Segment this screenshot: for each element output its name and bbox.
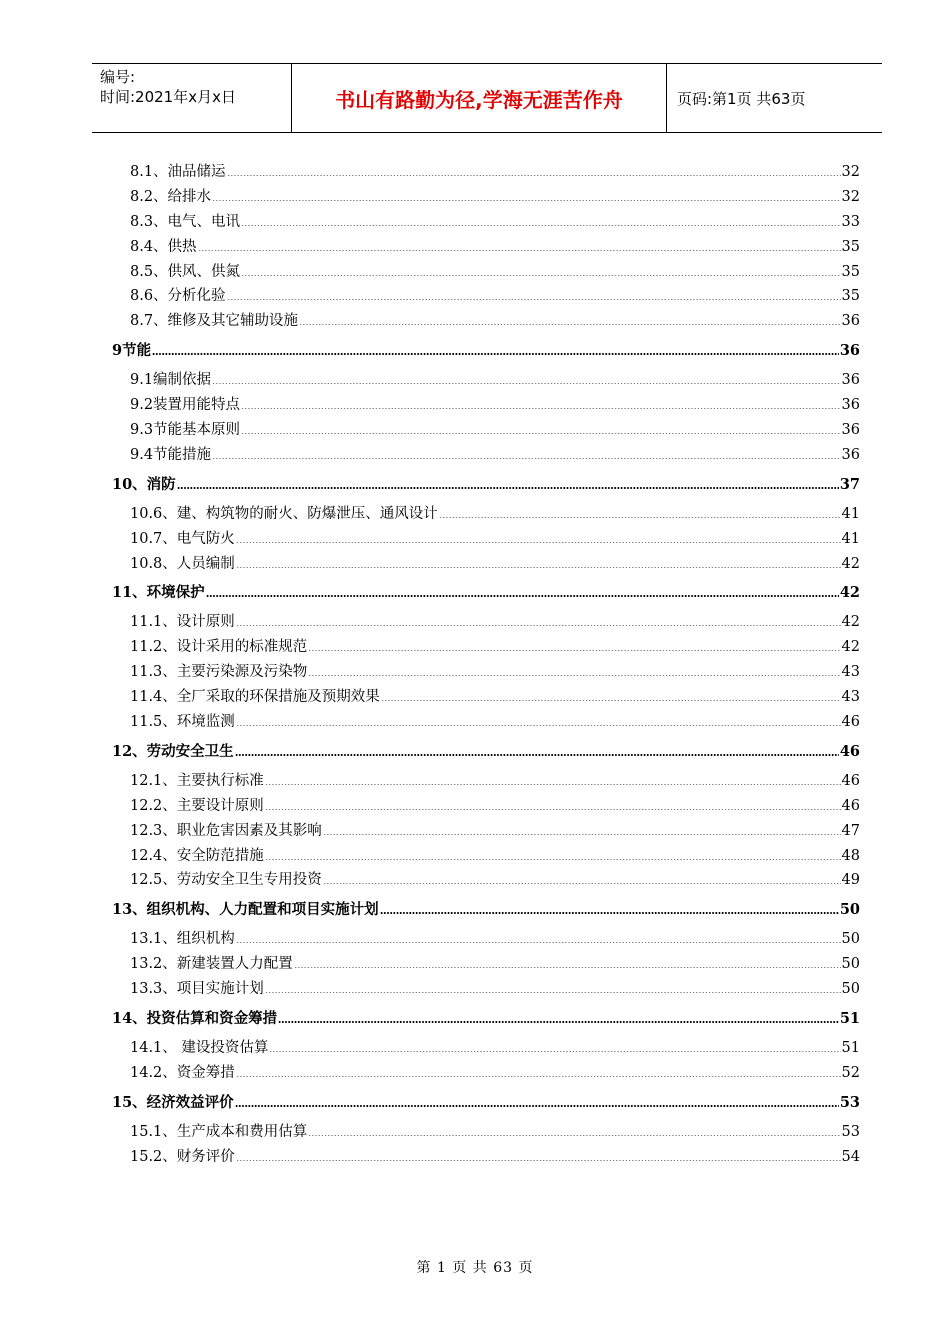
toc-entry-title: 14、投资估算和资金筹措 bbox=[112, 1010, 278, 1028]
toc-entry-page: 35 bbox=[841, 288, 860, 305]
toc-dot-leader bbox=[236, 714, 841, 726]
toc-entry-page: 48 bbox=[841, 847, 860, 864]
toc-entry-title: 12.4、安全防范措施 bbox=[130, 847, 264, 864]
page-header bbox=[92, 63, 882, 133]
toc-entry-page: 52 bbox=[841, 1064, 860, 1081]
header-meta bbox=[92, 64, 292, 132]
toc-dot-leader bbox=[236, 556, 841, 568]
toc-entry-title: 11、环境保护 bbox=[112, 584, 205, 602]
toc-section-entry[interactable] bbox=[112, 610, 860, 635]
toc-entry-title: 9.1编制依据 bbox=[130, 372, 212, 389]
toc-entry-page: 47 bbox=[841, 822, 860, 839]
toc-entry-page: 36 bbox=[839, 342, 860, 360]
toc-dot-leader bbox=[235, 1095, 839, 1107]
toc-section-entry[interactable] bbox=[112, 844, 860, 869]
toc-entry-page: 43 bbox=[841, 664, 860, 681]
toc-entry-title: 13、组织机构、人力配置和项目实施计划 bbox=[112, 901, 379, 919]
toc-dot-leader bbox=[380, 902, 839, 914]
toc-chapter-entry[interactable] bbox=[112, 473, 860, 497]
toc-entry-page: 42 bbox=[841, 555, 860, 572]
toc-dot-leader bbox=[152, 343, 839, 355]
toc-section-entry[interactable] bbox=[112, 952, 860, 977]
toc-dot-leader bbox=[198, 239, 841, 251]
toc-dot-leader bbox=[381, 689, 841, 701]
toc-entry-title: 10、消防 bbox=[112, 475, 176, 493]
toc-section-entry[interactable] bbox=[112, 769, 860, 794]
toc-dot-leader bbox=[265, 848, 841, 860]
toc-entry-page: 33 bbox=[841, 213, 860, 230]
toc-entry-title: 8.7、维修及其它辅助设施 bbox=[130, 313, 299, 330]
toc-dot-leader bbox=[265, 773, 841, 785]
toc-dot-leader bbox=[308, 664, 840, 676]
toc-entry-page: 46 bbox=[841, 714, 860, 731]
toc-dot-leader bbox=[212, 447, 840, 459]
toc-dot-leader bbox=[235, 744, 839, 756]
toc-section-entry[interactable] bbox=[112, 368, 860, 393]
toc-entry-title: 12、劳动安全卫生 bbox=[112, 742, 234, 760]
toc-entry-page: 42 bbox=[841, 614, 860, 631]
toc-entry-title: 9.3节能基本原则 bbox=[130, 422, 241, 439]
toc-dot-leader bbox=[227, 164, 841, 176]
header-motto: 书山有路勤为径,学海无涯苦作舟 bbox=[292, 64, 667, 132]
toc-section-entry[interactable] bbox=[112, 1145, 860, 1170]
toc-entry-page: 46 bbox=[841, 797, 860, 814]
toc-dot-leader bbox=[439, 506, 841, 518]
toc-entry-title: 9.4节能措施 bbox=[130, 446, 212, 463]
toc-section-entry[interactable] bbox=[112, 552, 860, 577]
toc-entry-title: 8.3、电气、电讯 bbox=[130, 213, 241, 230]
toc-chapter-entry[interactable] bbox=[112, 1007, 860, 1031]
header-page-label: 页码:第1页 共63页 bbox=[677, 89, 806, 108]
toc-section-entry[interactable] bbox=[112, 393, 860, 418]
toc-dot-leader bbox=[177, 477, 839, 489]
toc-dot-leader bbox=[265, 981, 841, 993]
toc-entry-page: 46 bbox=[841, 772, 860, 789]
toc-entry-page: 50 bbox=[841, 931, 860, 948]
toc-dot-leader bbox=[241, 264, 840, 276]
toc-dot-leader bbox=[206, 585, 839, 597]
toc-entry-page: 53 bbox=[841, 1123, 860, 1140]
toc-entry-title: 15、经济效益评价 bbox=[112, 1093, 234, 1111]
toc-entry-title: 11.2、设计采用的标准规范 bbox=[130, 639, 308, 656]
toc-section-entry[interactable] bbox=[112, 284, 860, 309]
toc-entry-title: 12.5、劳动安全卫生专用投资 bbox=[130, 872, 322, 889]
toc-entry-title: 11.4、全厂采取的环保措施及预期效果 bbox=[130, 689, 380, 706]
toc-entry-page: 50 bbox=[841, 981, 860, 998]
toc-section-entry[interactable] bbox=[112, 260, 860, 285]
toc-entry-title: 8.1、油品储运 bbox=[130, 164, 226, 180]
toc-entry-title: 9节能 bbox=[112, 342, 152, 360]
toc-entry-title: 9.2装置用能特点 bbox=[130, 397, 241, 414]
toc-entry-title: 12.3、职业危害因素及其影响 bbox=[130, 822, 322, 839]
toc-entry-page: 36 bbox=[841, 422, 860, 439]
toc-section-entry[interactable] bbox=[112, 1061, 860, 1086]
toc-dot-leader bbox=[236, 531, 841, 543]
toc-dot-leader bbox=[236, 931, 841, 943]
toc-entry-title: 14.2、资金筹措 bbox=[130, 1064, 235, 1081]
toc-entry-title: 12.1、主要执行标准 bbox=[130, 772, 264, 789]
table-of-contents bbox=[112, 160, 860, 1170]
toc-section-entry[interactable] bbox=[112, 309, 860, 334]
toc-dot-leader bbox=[236, 1149, 841, 1161]
toc-chapter-entry[interactable] bbox=[112, 339, 860, 363]
toc-section-entry[interactable] bbox=[112, 710, 860, 735]
toc-dot-leader bbox=[269, 1040, 840, 1052]
toc-section-entry[interactable] bbox=[112, 1036, 860, 1061]
toc-entry-page: 36 bbox=[841, 313, 860, 330]
toc-section-entry[interactable] bbox=[112, 868, 860, 893]
document-number-label: 编号: bbox=[100, 68, 136, 86]
toc-dot-leader bbox=[241, 397, 840, 409]
toc-entry-page: 51 bbox=[839, 1010, 860, 1028]
toc-entry-page: 32 bbox=[841, 164, 860, 180]
toc-section-entry[interactable] bbox=[112, 210, 860, 235]
toc-entry-title: 8.6、分析化验 bbox=[130, 288, 226, 305]
toc-entry-title: 11.1、设计原则 bbox=[130, 614, 235, 631]
toc-section-entry[interactable] bbox=[112, 685, 860, 710]
toc-entry-title: 11.3、主要污染源及污染物 bbox=[130, 664, 308, 681]
toc-dot-leader bbox=[265, 798, 841, 810]
toc-section-entry[interactable] bbox=[112, 977, 860, 1002]
toc-section-entry[interactable] bbox=[112, 160, 860, 185]
toc-entry-title: 13.3、项目实施计划 bbox=[130, 981, 264, 998]
toc-chapter-entry[interactable] bbox=[112, 740, 860, 764]
toc-section-entry[interactable] bbox=[112, 819, 860, 844]
toc-entry-title: 14.1、 建设投资估算 bbox=[130, 1040, 269, 1057]
toc-entry-page: 43 bbox=[841, 689, 860, 706]
toc-entry-page: 53 bbox=[839, 1093, 860, 1111]
toc-section-entry[interactable] bbox=[112, 185, 860, 210]
toc-section-entry[interactable] bbox=[112, 660, 860, 685]
toc-section-entry[interactable] bbox=[112, 235, 860, 260]
toc-section-entry[interactable] bbox=[112, 527, 860, 552]
toc-entry-title: 10.7、电气防火 bbox=[130, 530, 235, 547]
toc-entry-title: 12.2、主要设计原则 bbox=[130, 797, 264, 814]
toc-entry-title: 15.1、生产成本和费用估算 bbox=[130, 1123, 308, 1140]
toc-chapter-entry[interactable] bbox=[112, 581, 860, 605]
toc-dot-leader bbox=[241, 422, 840, 434]
toc-dot-leader bbox=[212, 189, 840, 201]
toc-dot-leader bbox=[323, 872, 841, 884]
toc-dot-leader bbox=[227, 288, 841, 300]
toc-entry-page: 50 bbox=[841, 956, 860, 973]
toc-entry-title: 13.2、新建装置人力配置 bbox=[130, 956, 293, 973]
toc-entry-title: 8.5、供风、供氮 bbox=[130, 263, 241, 280]
toc-entry-page: 54 bbox=[841, 1148, 860, 1165]
toc-dot-leader bbox=[308, 1124, 840, 1136]
toc-entry-title: 11.5、环境监测 bbox=[130, 714, 235, 731]
toc-section-entry[interactable] bbox=[112, 502, 860, 527]
toc-dot-leader bbox=[236, 1065, 841, 1077]
toc-dot-leader bbox=[323, 823, 841, 835]
toc-entry-page: 49 bbox=[841, 872, 860, 889]
toc-section-entry[interactable] bbox=[112, 1120, 860, 1145]
toc-section-entry[interactable] bbox=[112, 927, 860, 952]
toc-entry-page: 32 bbox=[841, 188, 860, 205]
toc-entry-title: 15.2、财务评价 bbox=[130, 1148, 235, 1165]
toc-entry-page: 36 bbox=[841, 446, 860, 463]
toc-dot-leader bbox=[241, 214, 840, 226]
toc-dot-leader bbox=[294, 956, 841, 968]
document-time-label: 时间:2021年x月x日 bbox=[100, 88, 236, 106]
toc-entry-page: 36 bbox=[841, 372, 860, 389]
toc-dot-leader bbox=[236, 614, 841, 626]
toc-section-entry[interactable] bbox=[112, 418, 860, 443]
toc-entry-title: 10.6、建、构筑物的耐火、防爆泄压、通风设计 bbox=[130, 505, 438, 522]
toc-entry-page: 46 bbox=[839, 742, 860, 760]
toc-entry-page: 50 bbox=[839, 901, 860, 919]
toc-entry-page: 36 bbox=[841, 397, 860, 414]
toc-dot-leader bbox=[278, 1011, 839, 1023]
page-footer: 第 1 页 共 63 页 bbox=[416, 1260, 534, 1276]
toc-dot-leader bbox=[299, 313, 840, 325]
toc-section-entry[interactable] bbox=[112, 635, 860, 660]
toc-entry-page: 37 bbox=[839, 475, 860, 493]
toc-entry-page: 35 bbox=[841, 238, 860, 255]
toc-entry-title: 8.2、给排水 bbox=[130, 188, 212, 205]
toc-entry-page: 35 bbox=[841, 263, 860, 280]
toc-entry-title: 8.4、供热 bbox=[130, 238, 197, 255]
toc-dot-leader bbox=[308, 639, 840, 651]
toc-entry-page: 51 bbox=[841, 1040, 860, 1057]
toc-chapter-entry[interactable] bbox=[112, 898, 860, 922]
toc-chapter-entry[interactable] bbox=[112, 1091, 860, 1115]
toc-entry-title: 10.8、人员编制 bbox=[130, 555, 235, 572]
toc-entry-page: 41 bbox=[841, 505, 860, 522]
toc-entry-title: 13.1、组织机构 bbox=[130, 931, 235, 948]
toc-section-entry[interactable] bbox=[112, 443, 860, 468]
toc-section-entry[interactable] bbox=[112, 794, 860, 819]
toc-entry-page: 42 bbox=[841, 639, 860, 656]
toc-dot-leader bbox=[212, 372, 840, 384]
toc-entry-page: 42 bbox=[839, 584, 860, 602]
toc-entry-page: 41 bbox=[841, 530, 860, 547]
